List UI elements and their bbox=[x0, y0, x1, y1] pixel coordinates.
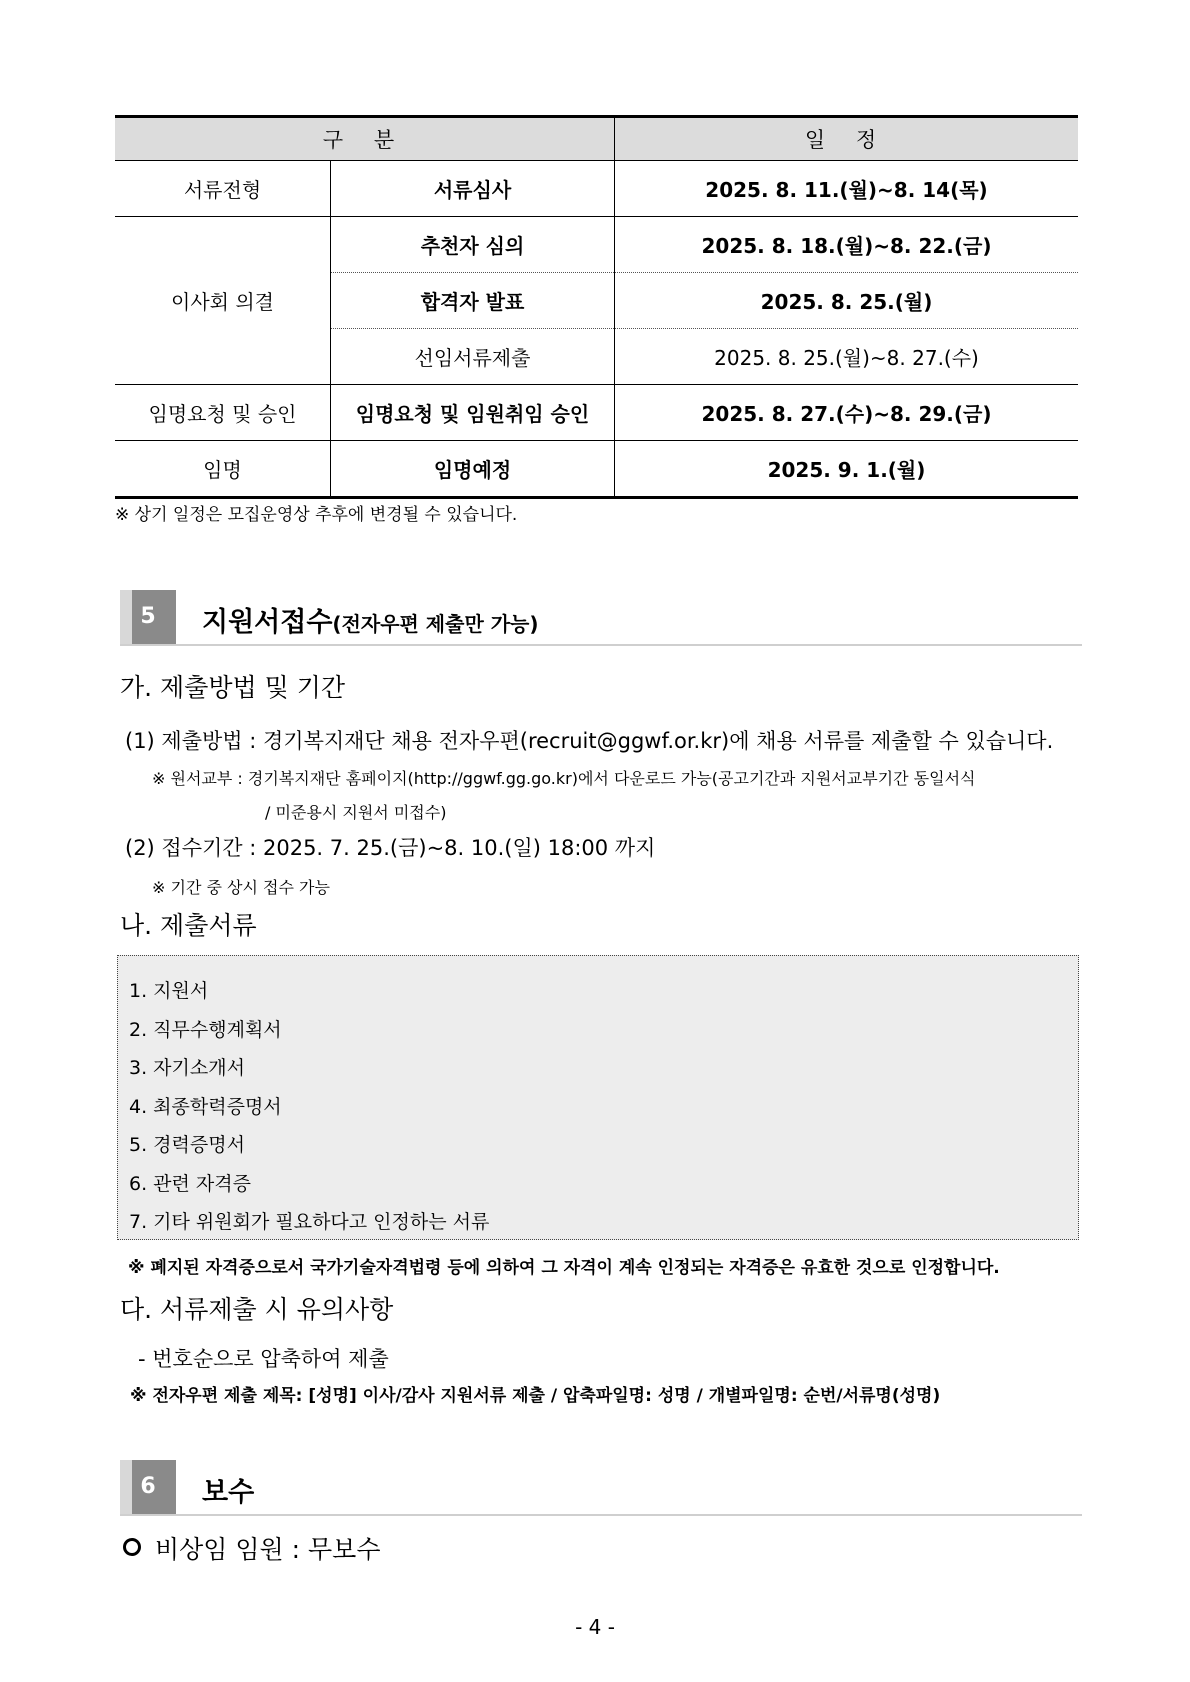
documents-box bbox=[117, 955, 1079, 1240]
row-date: 2025. 8. 27.(수)~8. 29.(금) bbox=[615, 385, 1079, 441]
row-group: 임명요청 및 승인 bbox=[115, 385, 331, 441]
header-category: 구 분 bbox=[115, 117, 615, 161]
section-number: 6 bbox=[120, 1460, 176, 1514]
section-title: 보수 bbox=[202, 1477, 255, 1508]
list-item: 7. 기타 위원회가 필요하다고 인정하는 서류 bbox=[129, 1211, 490, 1233]
table-header-row bbox=[115, 117, 1078, 161]
period-note: ※ 기간 중 상시 접수 가능 bbox=[152, 878, 330, 897]
caution-item: - 번호순으로 압축하여 제출 bbox=[138, 1347, 389, 1371]
subheading-c: 다. 서류제출 시 유의사항 bbox=[120, 1295, 394, 1324]
schedule-note: ※ 상기 일정은 모집운영상 추후에 변경될 수 있습니다. bbox=[115, 505, 518, 525]
circle-bullet-icon bbox=[123, 1538, 141, 1556]
list-item: 6. 관련 자격증 bbox=[129, 1172, 251, 1195]
row-item: 임명요청 및 임원취임 승인 bbox=[331, 385, 615, 441]
subheading-a: 가. 제출방법 및 기간 bbox=[120, 673, 345, 702]
list-item: 5. 경력증명서 bbox=[129, 1134, 245, 1156]
list-item: 1. 지원서 bbox=[129, 980, 209, 1002]
row-group: 임명 bbox=[115, 441, 331, 498]
row-date: 2025. 9. 1.(월) bbox=[615, 441, 1079, 498]
section-6-header bbox=[120, 1460, 1082, 1516]
section-number: 5 bbox=[120, 590, 176, 644]
caution-note: ※ 전자우편 제출 제목: [성명] 이사/감사 지원서류 제출 / 압축파일명: 성명 / 개별파일명: 순번/서류명(성명) bbox=[130, 1386, 941, 1406]
submission-period: (2) 접수기간 : 2025. 7. 25.(금)~8. 10.(일) 18:00 까지 bbox=[125, 836, 656, 860]
method-note-cont: / 미준용시 지원서 미접수) bbox=[265, 803, 447, 822]
row-date: 2025. 8. 11.(월)~8. 14(목) bbox=[615, 161, 1079, 217]
compensation-item: 비상임 임원 : 무보수 bbox=[123, 1530, 380, 1566]
row-item: 선임서류제출 bbox=[331, 329, 615, 385]
table-row bbox=[115, 217, 1078, 273]
list-item: 2. 직무수행계획서 bbox=[129, 1018, 282, 1041]
row-date: 2025. 8. 18.(월)~8. 22.(금) bbox=[615, 217, 1079, 273]
submission-method: (1) 제출방법 : 경기복지재단 채용 전자우편(recruit@ggwf.or.kr)에 채용 서류를 제출할 수 있습니다. bbox=[125, 729, 1054, 753]
row-item: 추천자 심의 bbox=[331, 217, 615, 273]
page-number: - 4 - bbox=[575, 1615, 615, 1639]
row-item: 합격자 발표 bbox=[331, 273, 615, 329]
row-date: 2025. 8. 25.(월) bbox=[615, 273, 1079, 329]
subheading-b: 나. 제출서류 bbox=[120, 911, 257, 940]
list-item: 4. 최종학력증명서 bbox=[129, 1095, 282, 1118]
row-item: 서류심사 bbox=[331, 161, 615, 217]
row-group: 서류전형 bbox=[115, 161, 331, 217]
schedule-table bbox=[115, 115, 1078, 499]
list-item: 3. 자기소개서 bbox=[129, 1057, 245, 1079]
header-schedule: 일 정 bbox=[615, 117, 1079, 161]
table-row bbox=[115, 161, 1078, 217]
table-row bbox=[115, 441, 1078, 498]
section-5-header bbox=[120, 590, 1082, 646]
table-row bbox=[115, 385, 1078, 441]
method-note: ※ 원서교부 : 경기복지재단 홈페이지(http://ggwf.gg.go.kr)에서 다운로드 가능(공고기간과 지원서교부기간 동일서식 bbox=[152, 769, 976, 788]
section-title: 지원서접수(전자우편 제출만 가능) bbox=[202, 607, 539, 638]
documents-note: ※ 폐지된 자격증으로서 국가기술자격법령 등에 의하여 그 자격이 계속 인정되는 자격증은 유효한 것으로 인정합니다. bbox=[128, 1258, 1000, 1278]
row-group: 이사회 의결 bbox=[115, 217, 331, 385]
row-date: 2025. 8. 25.(월)~8. 27.(수) bbox=[615, 329, 1079, 385]
documents-list bbox=[118, 956, 1078, 1242]
row-item: 임명예정 bbox=[331, 441, 615, 498]
